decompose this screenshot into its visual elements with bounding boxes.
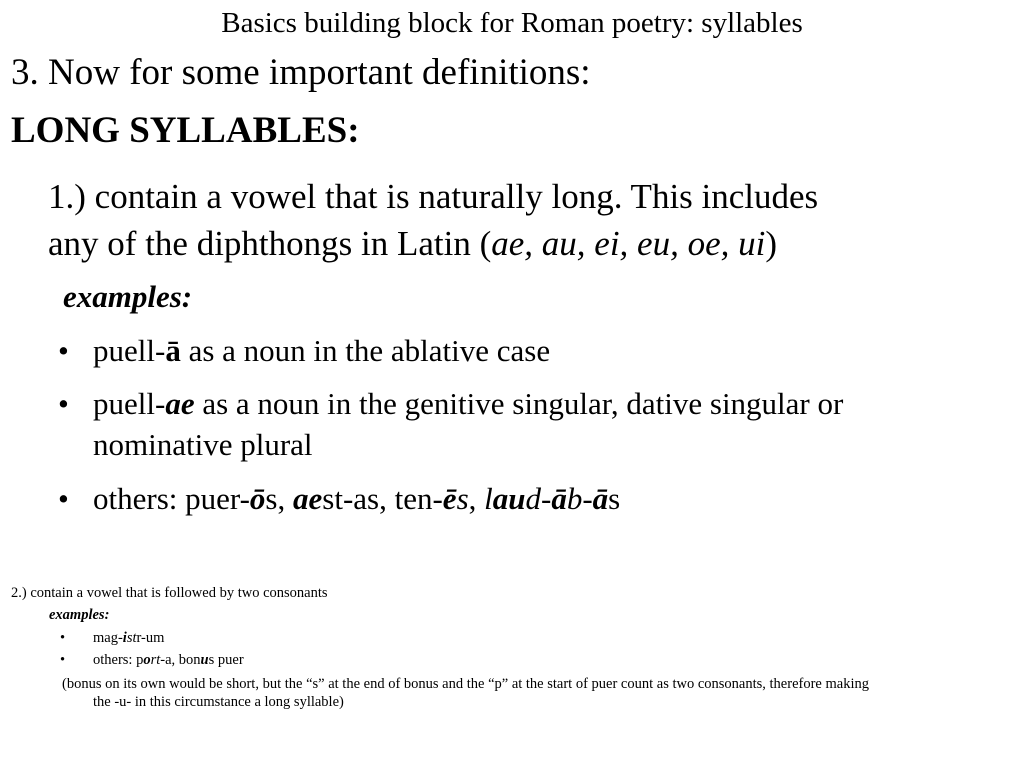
long-syllables-heading: LONG SYLLABLES: — [11, 110, 360, 151]
list-item-text — [93, 478, 1018, 519]
word-part: s, — [265, 481, 293, 516]
word-part: mag- — [93, 630, 123, 646]
long-vowel: ē — [442, 481, 457, 516]
long-vowel: i — [122, 630, 127, 646]
examples-label: examples: — [63, 279, 193, 314]
list-item-text — [93, 383, 1018, 465]
list-item — [58, 383, 1018, 465]
long-vowel: ae — [293, 481, 323, 516]
word-part: d- — [525, 481, 552, 516]
word-part: b- — [566, 481, 593, 516]
long-vowel: o — [143, 652, 151, 668]
slide-title: Basics building block for Roman poetry: syllables — [221, 7, 803, 39]
bullet-icon: • — [58, 333, 69, 368]
consonant-cluster: st — [126, 630, 137, 646]
list-item — [58, 478, 1018, 519]
long-vowel: ā — [165, 333, 181, 368]
note-line-1: (bonus on its own would be short, but the “s” at the end of bonus and the “p” at the start of puer count as two consonants, therefore making — [62, 676, 869, 692]
rule-1-line-2-text: any of the diphthongs in Latin ( — [48, 224, 492, 263]
word-part: -a, bon — [160, 652, 201, 668]
long-vowel: u — [200, 652, 209, 668]
rule-1-line-1: 1.) contain a vowel that is naturally long. This includes — [48, 177, 819, 216]
bullet-icon: • — [60, 630, 66, 646]
word-part: st-as, ten- — [322, 481, 443, 516]
examples-2-label: examples: — [49, 607, 110, 623]
list-item-text — [93, 629, 164, 647]
bullet-icon: • — [60, 652, 66, 668]
list-item — [60, 651, 760, 669]
list-item-line: nominative plural — [93, 427, 313, 462]
long-vowel: ō — [249, 481, 266, 516]
word-part: s — [456, 481, 469, 516]
word-part: puell- — [93, 386, 166, 421]
consonant-cluster: rt — [150, 652, 161, 668]
long-vowel: ā — [551, 481, 567, 516]
word-part: , — [468, 481, 485, 516]
word-part: s puer — [208, 652, 244, 668]
word-part: puell- — [93, 333, 166, 368]
list-item — [60, 629, 760, 647]
note-line-2: the -u- in this circumstance a long syllable) — [93, 694, 344, 710]
long-vowel: ā — [592, 481, 609, 516]
list-item-text — [93, 651, 244, 669]
long-vowel: ae — [165, 386, 195, 421]
bullet-icon: • — [58, 481, 69, 516]
word-part: r-um — [136, 630, 165, 646]
list-item — [58, 330, 1018, 371]
word-part: l — [484, 481, 493, 516]
list-item-text — [93, 330, 1018, 371]
bullet-icon: • — [58, 386, 69, 421]
diphthong-list: ae, au, ei, eu, oe, ui — [491, 224, 766, 263]
definitions-heading: 3. Now for some important definitions: — [11, 52, 591, 93]
word-part: as a noun in the ablative case — [180, 333, 551, 368]
explanatory-note — [62, 675, 1012, 711]
word-part: others: puer- — [93, 481, 250, 516]
word-part: as a noun in the genitive singular, dative singular or — [194, 386, 844, 421]
rule-1-line-2-close: ) — [765, 224, 778, 263]
list-item-line — [93, 383, 1018, 424]
word-part: s — [608, 481, 621, 516]
rule-2: 2.) contain a vowel that is followed by two consonants — [11, 585, 328, 601]
rule-1-line-2 — [48, 220, 1018, 267]
word-part: others: p — [93, 652, 144, 668]
rule-1 — [48, 173, 1018, 267]
long-vowel: au — [492, 481, 526, 516]
